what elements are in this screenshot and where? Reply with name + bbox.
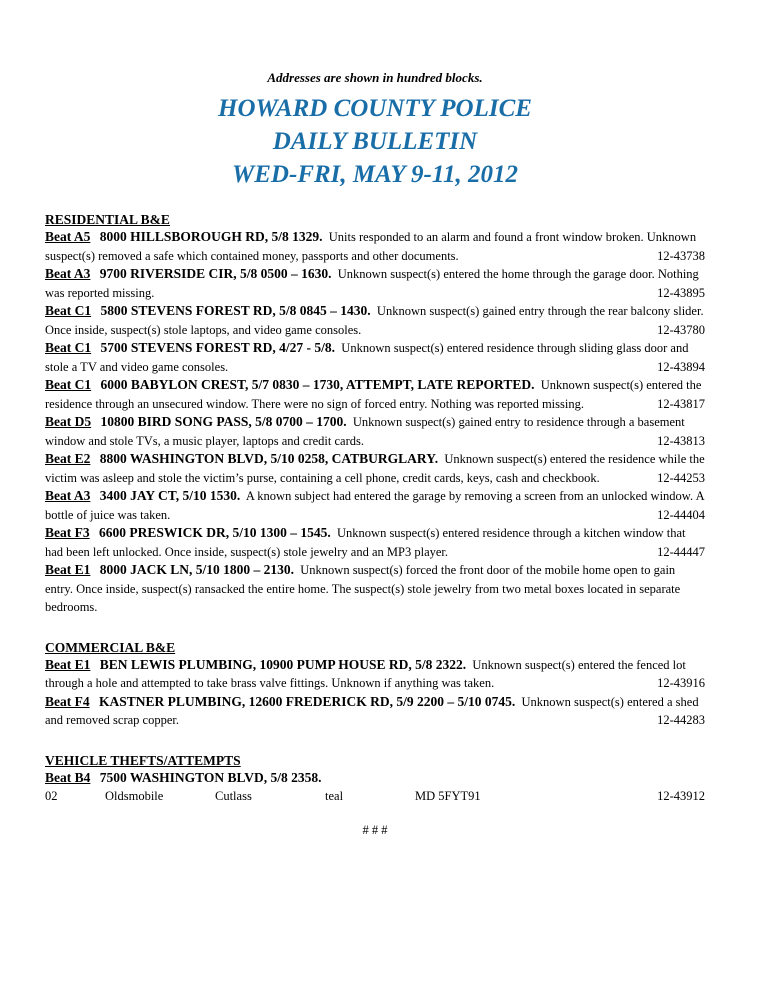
- case-number: 12-43912: [657, 789, 705, 803]
- incident-text: Unknown suspect(s) gained entry through the rear balcony slider. Once inside, suspect(s) stole laptops, and video game consoles.: [45, 304, 704, 337]
- incident-address: 5800 STEVENS FOREST RD, 5/8 0845 – 1430.: [100, 303, 371, 318]
- incident-address: 10800 BIRD SONG PASS, 5/8 0700 – 1700.: [100, 414, 347, 429]
- incident-entry: [45, 339, 705, 376]
- beat-label: Beat A5: [45, 229, 91, 244]
- beat-label: Beat C1: [45, 377, 92, 392]
- incident-text: A known subject had entered the garage by removing a screen from an unlocked window. A bottle of juice was taken.: [45, 489, 704, 522]
- incident-address: 8000 JACK LN, 5/10 1800 – 2130.: [99, 562, 295, 577]
- commercial-heading: COMMERCIAL B&E: [45, 639, 176, 655]
- incident-text: Unknown suspect(s) entered the home through the garage door. Nothing was reported missing.: [45, 267, 699, 300]
- incident-address: BEN LEWIS PLUMBING, 10900 PUMP HOUSE RD, 5/8 2322.: [99, 656, 467, 672]
- beat-label: Beat E1: [45, 656, 91, 672]
- commercial-list: [45, 656, 705, 730]
- vehicle-make: Oldsmobile: [105, 789, 164, 803]
- residential-heading: RESIDENTIAL B&E: [45, 212, 170, 227]
- case-number: 12-43916: [657, 676, 705, 690]
- incident-address: 8800 WASHINGTON BLVD, 5/10 0258, CATBURGLARY.: [99, 451, 439, 466]
- incident-entry: [45, 228, 705, 265]
- incident-address: 7500 WASHINGTON BLVD, 5/8 2358.: [99, 769, 322, 785]
- incident-address: 9700 RIVERSIDE CIR, 5/8 0500 – 1630.: [99, 266, 332, 281]
- vehicle-row: [45, 787, 705, 805]
- address-note: Addresses are shown in hundred blocks.: [267, 70, 483, 85]
- incident-text: Unknown suspect(s) entered the residence through an unsecured window. There were no sign of forced entry. Nothing was reported missing.: [45, 378, 702, 411]
- vehicle-year: 02: [45, 789, 58, 803]
- incident-entry: [45, 265, 705, 302]
- incident-address: 3400 JAY CT, 5/10 1530.: [99, 488, 241, 503]
- case-number: 12-44283: [657, 713, 705, 727]
- incident-entry: [45, 693, 705, 730]
- title-dates: WED-FRI, MAY 9-11, 2012: [232, 161, 518, 188]
- bulletin-page: [45, 70, 705, 851]
- incident-entry: [45, 656, 705, 693]
- beat-label: Beat A3: [45, 266, 91, 281]
- incident-address: 8000 HILLSBOROUGH RD, 5/8 1329.: [99, 229, 323, 244]
- incident-text: Unknown suspect(s) entered the residence while the victim was asleep and stole the victim’s purse, containing a cell phone, credit cards, keys, cash and checkbook.: [45, 452, 705, 485]
- beat-label: Beat F4: [45, 693, 90, 709]
- beat-label: Beat B4: [45, 769, 91, 785]
- incident-text: Unknown suspect(s) entered a shed and removed scrap copper.: [45, 694, 699, 727]
- case-number: 12-43738: [657, 248, 705, 263]
- incident-entry: [45, 302, 705, 339]
- beat-label: Beat C1: [45, 340, 92, 355]
- incident-text: Unknown suspect(s) gained entry to residence through a basement window and stole TVs, a music player, laptops and credit cards.: [45, 415, 685, 448]
- beat-label: Beat E2: [45, 451, 91, 466]
- vehicle-model: Cutlass: [215, 789, 252, 803]
- title-bulletin: DAILY BULLETIN: [272, 128, 478, 155]
- beat-label: Beat C1: [45, 303, 92, 318]
- case-number: 12-44447: [657, 544, 705, 559]
- case-number: 12-43894: [657, 359, 705, 374]
- incident-entry: [45, 524, 705, 561]
- incident-entry: [45, 769, 705, 788]
- case-number: 12-44404: [657, 507, 705, 522]
- incident-address: 6600 PRESWICK DR, 5/10 1300 – 1545.: [99, 525, 331, 540]
- case-number: 12-44253: [657, 470, 705, 485]
- end-mark: # # #: [362, 823, 388, 837]
- title-agency: HOWARD COUNTY POLICE: [218, 95, 532, 122]
- incident-text: Units responded to an alarm and found a front window broken. Unknown suspect(s) removed a safe which contained money, passports and other documents.: [45, 230, 697, 263]
- incident-entry: [45, 413, 705, 450]
- case-number: 12-43813: [657, 433, 705, 448]
- vehicle-tag: MD 5FYT91: [415, 789, 481, 803]
- incident-text: Unknown suspect(s) entered residence through a kitchen window that had been left unlocked. Once inside, suspect(s) stole jewelry and an MP3 player.: [45, 526, 686, 559]
- residential-list: [45, 228, 705, 617]
- case-number: 12-43780: [657, 322, 705, 337]
- case-number: 12-43895: [657, 285, 705, 300]
- incident-entry: [45, 376, 705, 413]
- incident-address: KASTNER PLUMBING, 12600 FREDERICK RD, 5/9 2200 – 5/10 0745.: [99, 693, 516, 709]
- incident-address: 5700 STEVENS FOREST RD, 4/27 - 5/8.: [100, 340, 336, 355]
- incident-text: Unknown suspect(s) forced the front door of the mobile home open to gain entry. Once inside, suspect(s) ransacked the entire home. The suspect(s) stole jewelry from two metal boxes located in separate bedrooms.: [45, 563, 681, 614]
- beat-label: Beat F3: [45, 525, 90, 540]
- beat-label: Beat A3: [45, 488, 91, 503]
- incident-entry: [45, 561, 705, 617]
- incident-text: Unknown suspect(s) entered residence through sliding glass door and stole a TV and video game consoles.: [45, 341, 689, 374]
- case-number: 12-43817: [657, 396, 705, 411]
- beat-label: Beat E1: [45, 562, 91, 577]
- incident-address: 6000 BABYLON CREST, 5/7 0830 – 1730, ATTEMPT, LATE REPORTED.: [100, 377, 535, 392]
- vehicle-heading: VEHICLE THEFTS/ATTEMPTS: [45, 752, 241, 768]
- incident-entry: [45, 487, 705, 524]
- vehicle-color: teal: [325, 789, 344, 803]
- incident-entry: [45, 450, 705, 487]
- beat-label: Beat D5: [45, 414, 92, 429]
- incident-text: Unknown suspect(s) entered the fenced lot through a hole and attempted to take brass valve fittings. Unknown if anything was taken.: [45, 657, 686, 690]
